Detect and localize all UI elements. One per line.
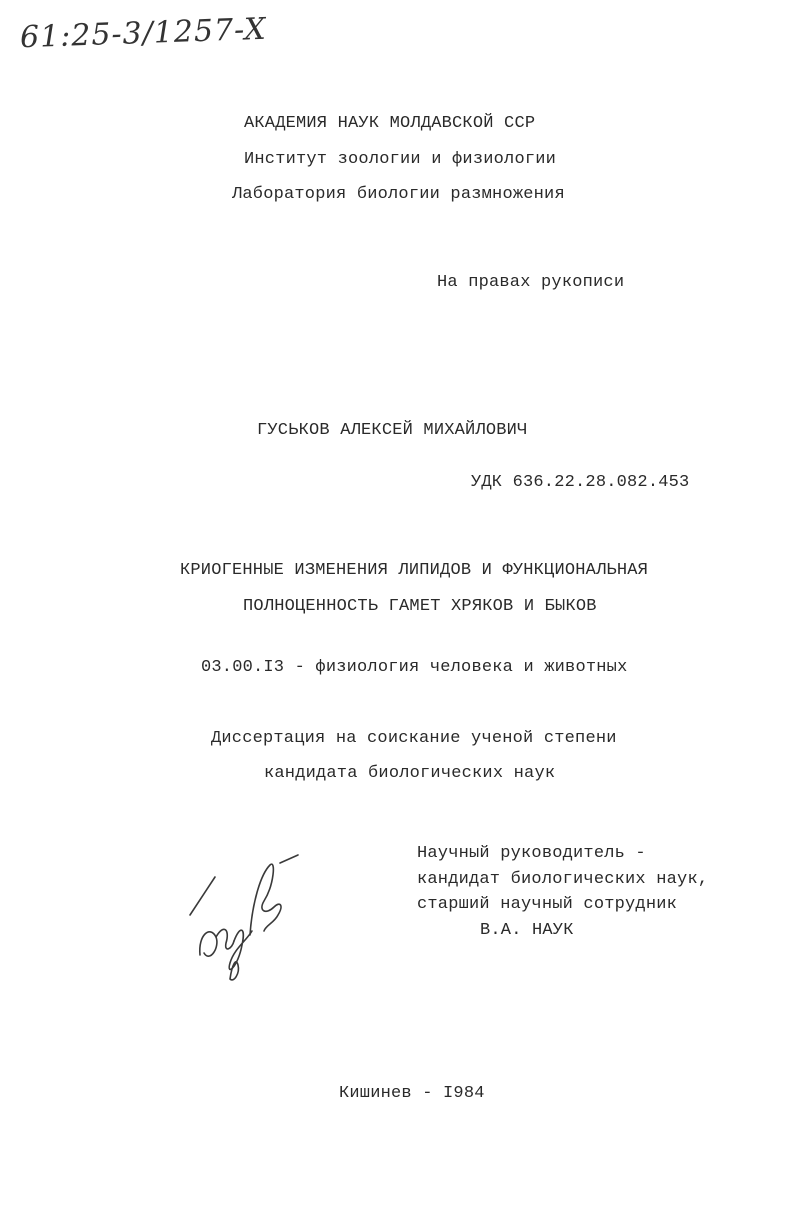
handwritten-signature — [180, 845, 310, 985]
author-name: ГУСЬКОВ АЛЕКСЕЙ МИХАЙЛОВИЧ — [257, 421, 528, 440]
laboratory-name: Лаборатория биологии размножения — [232, 185, 565, 204]
title-line-1: КРИОГЕННЫЕ ИЗМЕНЕНИЯ ЛИПИДОВ И ФУНКЦИОНАЛЬНАЯ — [180, 561, 649, 580]
supervisor-line-3: старший научный сотрудник — [417, 895, 678, 914]
academy-name: АКАДЕМИЯ НАУК МОЛДАВСКОЙ ССР — [244, 114, 536, 133]
place-year: Кишинев - I984 — [339, 1084, 485, 1103]
supervisor-line-1: Научный руководитель - — [417, 844, 646, 863]
archive-code: 61:25-3/1257-X — [19, 11, 268, 56]
institute-name: Институт зоологии и физиологии — [244, 150, 557, 169]
supervisor-name: В.А. НАУК — [480, 921, 574, 940]
udc-code: УДК 636.22.28.082.453 — [471, 473, 690, 492]
specialty-code: 03.00.I3 - физиология человека и животных — [201, 658, 628, 677]
manuscript-note: На правах рукописи — [437, 273, 625, 292]
supervisor-line-2: кандидат биологических наук, — [417, 870, 709, 889]
degree-line-2: кандидата биологических наук — [264, 764, 556, 783]
title-line-2: ПОЛНОЦЕННОСТЬ ГАМЕТ ХРЯКОВ И БЫКОВ — [243, 597, 597, 616]
degree-line-1: Диссертация на соискание ученой степени — [211, 729, 617, 748]
